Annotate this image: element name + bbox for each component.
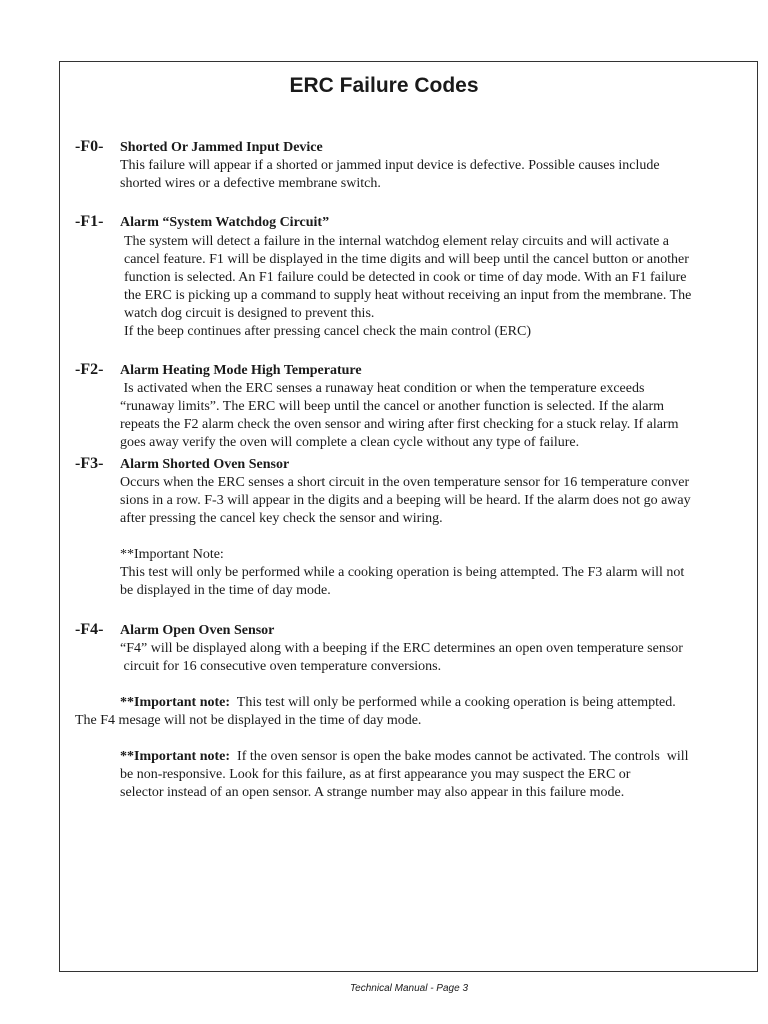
code-f3: -F3- [75, 455, 104, 472]
text-line: be non-responsive. Look for this failure, as at first appearance you may suspect the ERC or [120, 767, 631, 782]
text-line: The system will detect a failure in the internal watchdog element relay circuits and will activate a [124, 234, 670, 249]
note-first-line [75, 694, 755, 712]
heading-f1: Alarm “System Watchdog Circuit” [120, 215, 330, 230]
note-label: **Important Note: [120, 547, 224, 562]
description-f2 [120, 380, 750, 452]
heading-f2: Alarm Heating Mode High Temperature [120, 363, 362, 378]
page-title: ERC Failure Codes [289, 74, 479, 97]
text-line: If the beep continues after pressing cancel check the main control (ERC) [124, 324, 532, 339]
note-first-line [120, 748, 750, 766]
description-f0 [120, 157, 750, 193]
text-line: watch dog circuit is designed to prevent this. [124, 306, 375, 321]
note1-f4 [75, 694, 755, 730]
description-f3 [120, 474, 750, 528]
text-line: the ERC is picking up a command to supply heat without receiving an input from the membrane. The [124, 288, 692, 303]
code-f4: -F4- [75, 621, 104, 638]
text-line: be displayed in the time of day mode. [120, 583, 331, 598]
text-line: shorted wires or a defective membrane switch. [120, 176, 381, 191]
text-line: “runaway limits”. The ERC will beep until the cancel or another function is selected. If the alarm [120, 399, 665, 414]
text-line: goes away verify the oven will complete a clean cycle without any type of failure. [120, 435, 580, 450]
heading-f4: Alarm Open Oven Sensor [120, 623, 275, 638]
text-line: Is activated when the ERC senses a runaway heat condition or when the temperature exceeds [120, 381, 645, 396]
text-line: sions in a row. F-3 will appear in the digits and a beeping will be heard. If the alarm does not go away [120, 493, 691, 508]
note-label: **Important note: [120, 749, 231, 764]
text-line: cancel feature. F1 will be displayed in the time digits and will beep until the cancel button or another [124, 252, 689, 267]
heading-f3: Alarm Shorted Oven Sensor [120, 457, 290, 472]
text-line: repeats the F2 alarm check the oven sensor and wiring after first checking for a stuck relay. If alarm [120, 417, 679, 432]
note-label: **Important note: [120, 695, 231, 710]
text-line: This test will only be performed while a cooking operation is being attempted. The F3 alarm will not [120, 565, 685, 580]
text-line: “F4” will be displayed along with a beeping if the ERC determines an open oven temperature sensor [120, 641, 683, 656]
note2-f4 [120, 748, 750, 802]
heading-f0: Shorted Or Jammed Input Device [120, 140, 323, 155]
description-f4 [120, 640, 750, 676]
text-line: Occurs when the ERC senses a short circuit in the oven temperature sensor for 16 temperature conver [120, 475, 690, 490]
note-text: If the oven sensor is open the bake modes cannot be activated. The controls will [230, 749, 689, 764]
code-f1: -F1- [75, 213, 104, 230]
text-line: after pressing the cancel key check the sensor and wiring. [120, 511, 443, 526]
page-footer: Technical Manual - Page 3 [349, 983, 469, 994]
note-text: This test will only be performed while a cooking operation is being attempted. [230, 695, 676, 710]
note-f3 [120, 546, 750, 600]
text-line: selector instead of an open sensor. A strange number may also appear in this failure mode. [120, 785, 625, 800]
description-f1 [124, 233, 754, 341]
code-f0: -F0- [75, 138, 104, 155]
text-line: The F4 mesage will not be displayed in the time of day mode. [75, 713, 422, 728]
text-line: function is selected. An F1 failure could be detected in cook or time of day mode. With an F1 failure [124, 270, 687, 285]
text-line: This failure will appear if a shorted or jammed input device is defective. Possible causes include [120, 158, 660, 173]
text-line: circuit for 16 consecutive oven temperature conversions. [120, 659, 442, 674]
code-f2: -F2- [75, 361, 104, 378]
